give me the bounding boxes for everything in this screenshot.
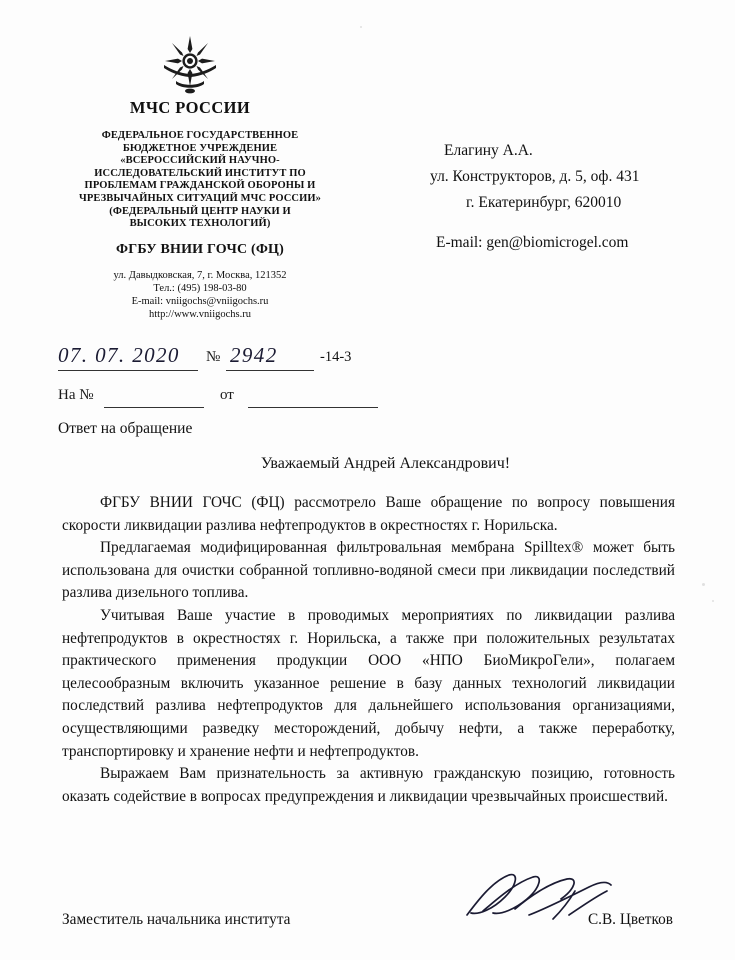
- signatory-name: С.В. Цветков: [587, 911, 673, 928]
- reply-number-rule: [104, 407, 204, 408]
- org-line: ПРОБЛЕМАМ ГРАЖДАНСКОЙ ОБОРОНЫ И: [84, 180, 316, 192]
- organization-block: [50, 130, 350, 321]
- organization-contacts: [50, 269, 350, 321]
- body-paragraph: Выражаем Вам признательность за активную гражданскую позицию, готовность оказать содействие в вопросах предупреждения и ликвидации чрезвычайных происшествий.: [62, 765, 675, 805]
- addressee-block: [430, 138, 720, 256]
- addressee-address-line2: г. Екатеринбург, 620010: [466, 194, 622, 211]
- addressee-name: Елагину А.А.: [444, 142, 533, 159]
- reply-date-label: от: [220, 387, 234, 403]
- registration-date-rule: [58, 370, 198, 371]
- registration-row-primary: [58, 345, 418, 379]
- body-paragraph: ФГБУ ВНИИ ГОЧС (ФЦ) рассмотрело Ваше обращение по вопросу повышения скорости ликвидации разлива нефтепродуктов в окрестностях г. Норильска.: [62, 494, 675, 534]
- letter-body: [62, 492, 675, 808]
- scan-speckle: [702, 583, 705, 586]
- letterhead-emblem-block: [0, 34, 380, 118]
- registration-number-label: №: [206, 349, 221, 365]
- reply-number-label: На №: [58, 387, 94, 403]
- org-line: ЧРЕЗВЫЧАЙНЫХ СИТУАЦИЙ МЧС РОССИИ»: [79, 192, 321, 204]
- org-line: «ВСЕРОССИЙСКИЙ НАУЧНО-: [120, 155, 280, 167]
- registration-number-rule: [226, 370, 314, 371]
- org-email: E-mail: vniigochs@vniigochs.ru: [131, 295, 269, 307]
- scan-speckle: [360, 26, 362, 28]
- org-line: ВЫСОКИХ ТЕХНОЛОГИЙ): [129, 218, 271, 230]
- scan-speckle: [712, 600, 714, 602]
- org-line: БЮДЖЕТНОЕ УЧРЕЖДЕНИЕ: [122, 142, 278, 154]
- body-paragraph: Предлагаемая модифицированная фильтровальная мембрана Spilltex® может быть использована для очистки собранной топливно-водяной смеси при ликвидации последствий разлива дизельного топлива.: [62, 539, 675, 602]
- registration-number-suffix: -14-3: [320, 349, 352, 365]
- org-line: ФЕДЕРАЛЬНОЕ ГОСУДАРСТВЕННОЕ: [101, 130, 299, 141]
- registration-date: 07. 07. 2020: [58, 343, 180, 367]
- signatory-position: Заместитель начальника института: [62, 911, 291, 928]
- addressee-email: E-mail: gen@biomicrogel.com: [436, 234, 629, 251]
- org-address: ул. Давыдковская, 7, г. Москва, 121352: [113, 269, 287, 281]
- reply-date-rule: [248, 407, 378, 408]
- org-line: (ФЕДЕРАЛЬНЫЙ ЦЕНТР НАУКИ И: [109, 205, 291, 217]
- registration-row-reply: [58, 387, 418, 413]
- body-paragraph: Учитывая Ваше участие в проводимых мероприятиях по ликвидации разлива нефтепродуктов в окрестностях г. Норильска, а также при положительных результатах практического применения продукции ООО «НПО БиоМикроГели», полагаем целесообразным включить указанное решение в базу данных технологий ликвидации последствий разлива нефтепродуктов для дальнейшего использования организациями, осуществляющими разведку месторождений, добычу нефти, а также переработку, транспортировку и хранение нефти и нефтепродуктов.: [62, 606, 675, 760]
- mchs-emblem-icon: [162, 34, 218, 94]
- registration-block: [58, 345, 418, 413]
- letter-subject: Ответ на обращение: [58, 420, 193, 437]
- ministry-title: МЧС РОССИИ: [129, 98, 251, 117]
- org-line: ИССЛЕДОВАТЕЛЬСКИЙ ИНСТИТУТ ПО: [94, 167, 306, 179]
- org-phone: Тел.: (495) 198-03-80: [153, 282, 247, 294]
- org-website: http://www.vniigochs.ru: [149, 308, 251, 320]
- addressee-address-line1: ул. Конструкторов, д. 5, оф. 431: [430, 168, 640, 185]
- registration-number: 2942: [230, 343, 278, 367]
- organization-short-name: ФГБУ ВНИИ ГОЧС (ФЦ): [116, 241, 284, 257]
- letter-salutation: Уважаемый Андрей Александрович!: [260, 455, 511, 472]
